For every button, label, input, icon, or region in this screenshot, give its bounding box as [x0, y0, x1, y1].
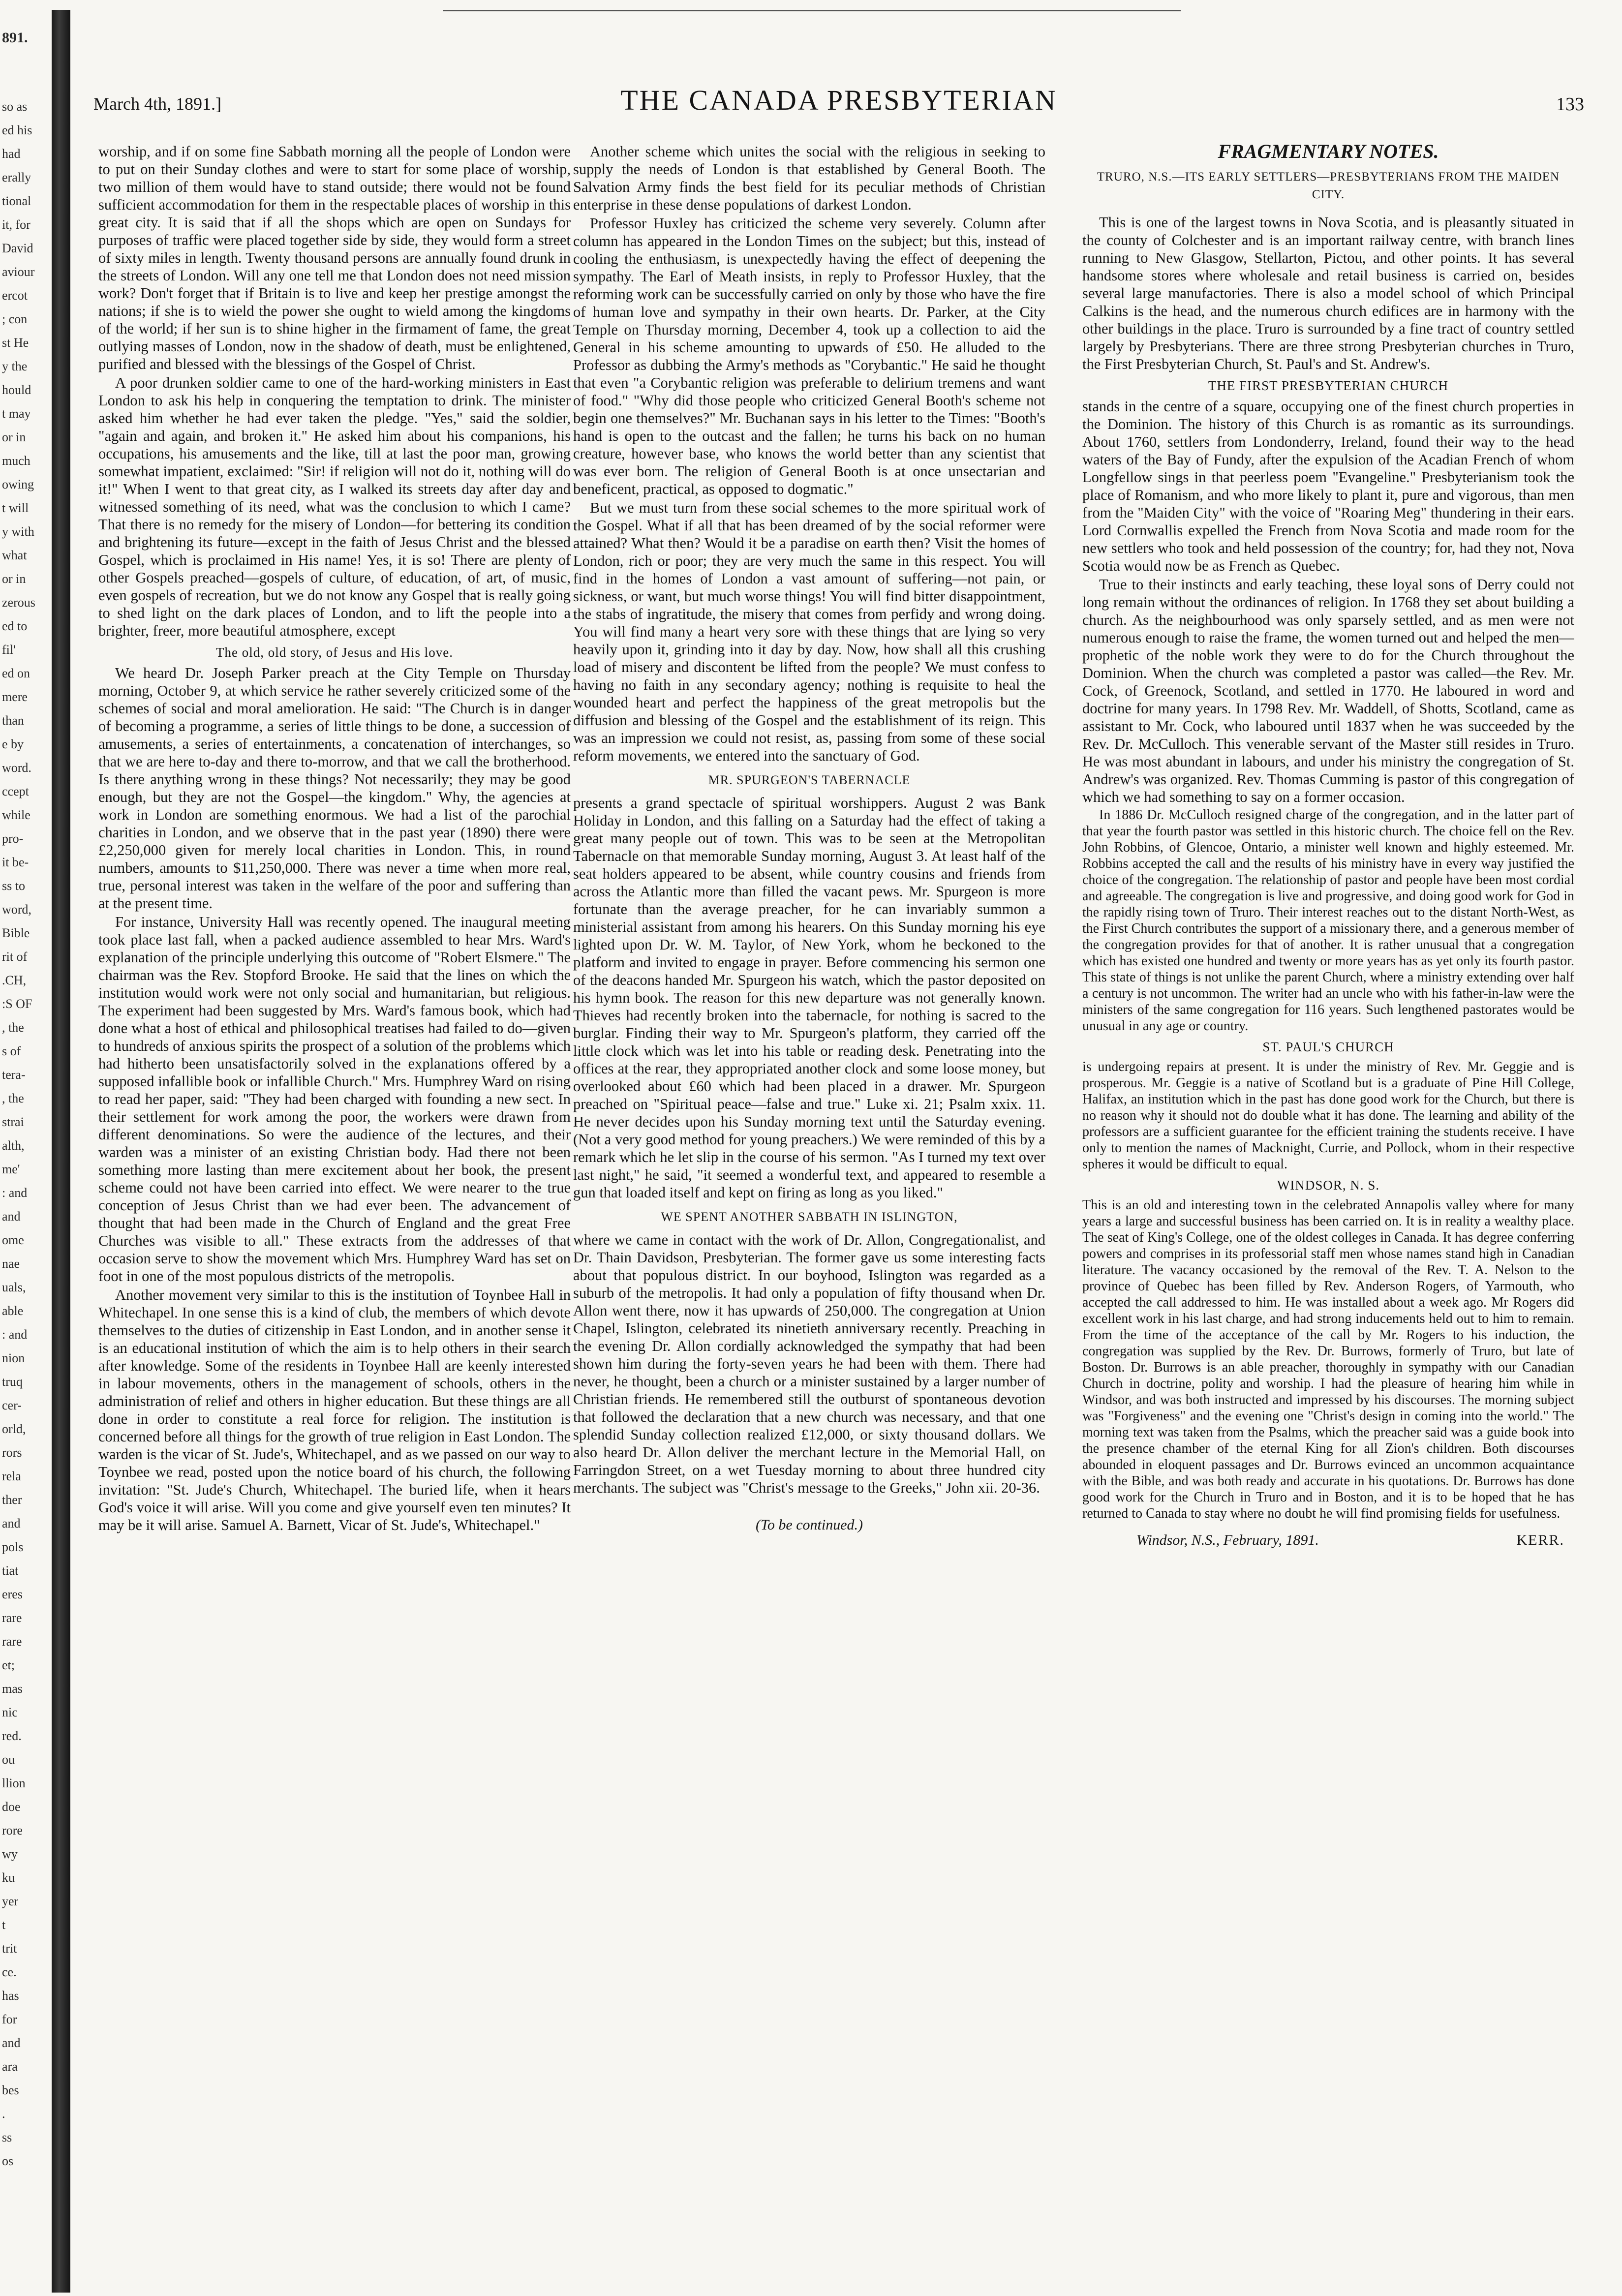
margin-fragment: ku	[2, 1870, 15, 1885]
margin-fragment: fil'	[2, 643, 16, 657]
margin-fragment: aviour	[2, 265, 35, 279]
margin-fragment: rore	[2, 1823, 23, 1837]
margin-fragment: and	[2, 1209, 21, 1224]
margin-fragment: it be-	[2, 855, 29, 869]
margin-fragment: ccept	[2, 784, 29, 798]
margin-fragment: or in	[2, 572, 26, 586]
margin-fragment: has	[2, 1989, 19, 2003]
margin-fragment: ce.	[2, 1965, 17, 1979]
paragraph: Professor Huxley has criticized the scheme very severely. Column after column has appeared in the London Times on the subject; but this, instead of cooling the enthusiasm, is unexpectedly having the effect of deepening the sympathy. The Earl of Meath insists, in reply to Professor Huxley, that the reforming work can be successfully carried on only by those who have the fire of human love and sympathy in their own hearts. Dr. Parker, at the City Temple on Thursday morning, December 4, took up a collection to aid the General in his scheme amounting to upwards of £50. He alluded to the Professor as dubbing the Army's methods as "Corybantic." He said he thought that even "a Corybantic religion was preferable to delirium tremens and want of food." "Why did those people who criticized General Booth's scheme not begin one themselves?" Mr. Buchanan says in his letter to the Times: "Booth's hand is open to the outcast and the fallen; he turns his back on no human creature, however base, who knows the world better than any scientist that was ever born. The religion of General Booth is at once unsectarian and beneficent, practical, as opposed to dogmatic."	[573, 215, 1045, 497]
margin-fragment: orld,	[2, 1422, 26, 1436]
margin-fragment: eres	[2, 1587, 23, 1601]
left-margin-fragments	[0, 0, 86, 2296]
margin-fragment: : and	[2, 1186, 28, 1200]
margin-fragment: os	[2, 2154, 14, 2168]
issue-date: March 4th, 1891.]	[93, 94, 221, 114]
margin-fragment: t	[2, 1918, 6, 1932]
margin-fragment: than	[2, 713, 24, 728]
margin-fragment: ome	[2, 1233, 24, 1247]
margin-fragment: tional	[2, 194, 31, 208]
paragraph: Another movement very similar to this is the institution of Toynbee Hall in Whitechapel. In one sense this is a kind of club, the members of which devote themselves to the duties of citizenship in East London, and in another sense it is an educational institution of which the aim is to help others in their search after knowledge. Some of the residents in Toynbee Hall are keenly interested in labour movements, others in the management of schools, others in the administration of relief and others in higher education. But these things are all done in order to constitute a real force for religion. The institution is concerned before all things for the growth of true religion in East London. The warden is the vicar of St. Jude's, Whitechapel, and as we passed on our way to Toynbee we read, posted upon the notice board of his church, the following invitation: "St. Jude's Church, Whitechapel. The buried life, when it hears God's voice it will arise. Will you come and give yourself even ten minutes? It may be it will arise. Samuel A. Barnett, Vicar of St. Jude's, Whitechapel."	[98, 1286, 571, 1533]
margin-fragment: mas	[2, 1682, 23, 1696]
margin-fragment: trit	[2, 1941, 17, 1956]
margin-fragment: ss	[2, 2130, 12, 2144]
margin-fragment: ed his	[2, 123, 32, 137]
column-3	[1082, 143, 1574, 2273]
newspaper-title: THE CANADA PRESBYTERIAN	[620, 84, 1057, 116]
margin-fragment: uals,	[2, 1280, 26, 1294]
margin-fragment: nic	[2, 1705, 18, 1719]
paragraph: presents a grand spectacle of spiritual worshippers. August 2 was Bank Holiday in London, and this falling on a Saturday had the effect of taking a great many people out of town. This was to be seen at the Metropolitan Tabernacle on that memorable Sunday morning, August 3. At least half of the seat holders appeared to be absent, while country cousins and friends from across the Atlantic more than filled the vacant pews. Mr. Spurgeon is more fortunate than the average preacher, for he can invariably summon a ministerial assistant from among his hearers. On this Sunday morning his eye lighted upon Dr. W. M. Taylor, of New York, whom he beckoned to the platform and invited to engage in prayer. Before commencing his sermon one of the deacons handed Mr. Spurgeon his watch, which the pastor deposited on his hymn book. The reason for this new departure was not generally known. Thieves had recently broken into the tabernacle, for nothing is sacred to the burglar. Finding their way to Mr. Spurgeon's platform, they carried off the little clock which was let into his table or reading desk. Penetrating into the offices at the rear, they appropriated another clock and some loose money, but overlooked about £60 which had been placed in a drawer. Mr. Spurgeon preached on "Spiritual peace—false and true." Luke xi. 21; Psalm xxix. 11. He never decides upon his Sunday morning text until the Saturday evening. (Not a very good method for young preachers.) We were reminded of this by a remark which he let slip in the course of his sermon. "As I turned my text over last night," he said, "it seemed a wonderful text, and appeared to resemble a gun that loaded itself and kept on firing as long as you liked."	[573, 795, 1045, 1201]
paragraph: True to their instincts and early teaching, these loyal sons of Derry could not long remain without the ordinances of religion. In 1768 they set about building a church. As the neighbourhood was only sparsely settled, and as men were not numerous enough to raise the frame, the women turned out and helped the men—prophetic of the noble work they were to do for the Church throughout the Dominion. When the church was completed a pastor was called—the Rev. Mr. Cock, of Greenock, Scotland, and settled in 1770. He laboured in word and doctrine for many years. In 1798 Rev. Mr. Waddell, of Shotts, Scotland, came as assistant to Mr. Cock, who laboured until 1837 when he was succeeded by the Rev. Dr. McCulloch. This venerable servant of the Master still resides in Truro. He was most abundant in labours, and under his ministry the congregation of St. Andrew's was organized. Rev. Thomas Cumming is pastor of this congregation of which we had something to say on a former occasion.	[1082, 576, 1574, 805]
paragraph: This is an old and interesting town in the celebrated Annapolis valley where for many years a large and successful business has been carried on. It is in reality a wealthy place. The seat of King's College, one of the oldest colleges in Canada. It has degree conferring powers and comprises in its professorial staff men whose names stand high in Canadian literature. The vacancy occasioned by the removal of the Rev. T. A. Nelson to the province of Quebec has been filled by Rev. Anderson Rogers, of Yarmouth, who accepted the call addressed to him. He was installed about a week ago. Mr Rogers did excellent work in his last charge, and had strong inducements held out to him to remain. From the time of the acceptance of the call by Mr. Rogers to his induction, the congregation was supplied by the Rev. Dr. Burrows, formerly of Truro, but late of Boston. Dr. Burrows is an able preacher, thoroughly in sympathy with our Canadian Church in doctrine, polity and worship. I had the pleasure of hearing him while in Windsor, and was both instructed and impressed by his discourses. The morning subject was "Forgiveness" and the evening one "Christ's design in coming into the world." The morning text was taken from the Psalms, which the preacher said was a guide book into the presence chamber of the eternal King for all Zion's children. Both discourses abounded in eloquent passages and Dr. Burrows evinced an uncommon acquaintance with the Bible, and was both ready and accurate in his quotations. Dr. Burrows has done good work for the Church in Truro and in Boston, and it is to be hoped that he has returned to Canada to stay where no doubt he will find promising fields for usefulness.	[1082, 1197, 1574, 1521]
margin-fragment: me'	[2, 1162, 20, 1176]
margin-fragment: so as	[2, 99, 28, 114]
margin-fragment: ss to	[2, 879, 25, 893]
signature-line	[1082, 1531, 1574, 1551]
margin-year: 891.	[2, 30, 28, 46]
section-heading: ST. PAUL'S CHURCH	[1262, 1040, 1394, 1054]
margin-fragment: llion	[2, 1776, 26, 1790]
paragraph: This is one of the largest towns in Nova Scotia, and is pleasantly situated in the county of Colchester and is an important railway centre, with branch lines running to New Glasgow, Stellarton, Pictou, and other points. It has several handsome stores where wholesale and retail business is carried on, besides several large manufactories. There is also a model school of which Principal Calkins is the head, and the numerous church edifices are in harmony with the other buildings in the place. Truro is surrounded by a fine tract of country settled largely by Presbyterians. There are three strong Presbyterian churches in Truro, the First Presbyterian Church, St. Paul's and St. Andrew's.	[1082, 214, 1574, 372]
margin-fragment: pols	[2, 1540, 24, 1554]
margin-fragment: rit of	[2, 949, 28, 964]
margin-fragment: pro-	[2, 831, 24, 846]
paragraph: But we must turn from these social schemes to the more spiritual work of the Gospel. What if all that has been dreamed of by the social reformer were attained? What then? Would it be a paradise on earth then? Visit the homes of London, rich or poor; they are very much the same in this respect. You will find in the homes of London a vast amount of suffering—not pain, or sickness, or want, but much worse things! You will find bitter disappointment, the stabs of ingratitude, the misery that comes from perfidy and wrong doing. You will find many a heart very sore with these things that are lying so very heavily upon it, grinding into it day by day. Now, how shall all this crushing load of misery and discontent be lifted from the people? We must confess to having no faith in any secondary agency; nothing is requisite to heal the wounded heart and perfect the happiness of the great metropolis but the diffusion and blessing of the Gospel and the establishment of its reign. This was an impression we could not resist, as, passing from some of these social reform movements, we entered into the sanctuary of God.	[573, 499, 1045, 764]
paragraph: In 1886 Dr. McCulloch resigned charge of the congregation, and in the latter part of that year the fourth pastor was settled in this historic church. The choice fell on the Rev. John Robbins, of Glencoe, Ontario, a minister well known and highly esteemed. Mr. Robbins accepted the call and the results of his ministry have in every way justified the choice of the congregation. The relationship of pastor and people have been most cordial and agreeable. The congregation is live and progressive, and doing good work for God in the rapidly rising town of Truro. Their interest reaches out to the distant North-West, as the First Church contributes the support of a missionary there, and a generous member of the congregation provides for that of another. It is rather unusual that a congregation which has existed one hundred and twenty or more years has as yet only its fourth pastor. This state of things is not unlike the parent Church, where a ministry extending over half a century is not uncommon. The writer had an uncle who with his father-in-law were the ministers of the same congregation for 116 years. Such lengthened pastorates would be unusual in any age or country.	[1082, 807, 1574, 1034]
margin-fragment: nion	[2, 1351, 25, 1365]
margin-fragment: ercot	[2, 288, 28, 303]
margin-fragment: much	[2, 454, 31, 468]
margin-fragment: , the	[2, 1091, 24, 1105]
paragraph: is undergoing repairs at present. It is under the ministry of Rev. Mr. Geggie and is prosperous. Mr. Geggie is a native of Scotland but is a graduate of Pine Hill College, Halifax, an institution which in the past has done good work for the Church, but there is no reason why it should not do double what it has done. The learning and ability of the professors are a sufficient guarantee for the efficient training the students receive. I have only to mention the names of Macknight, Currie, and Pollock, whom in their respective spheres it would be difficult to equal.	[1082, 1059, 1574, 1172]
margin-fragment: rors	[2, 1445, 22, 1460]
margin-fragment: it, for	[2, 217, 31, 232]
margin-fragment: nae	[2, 1256, 20, 1271]
margin-fragment: erally	[2, 170, 31, 184]
margin-fragment: cer-	[2, 1398, 22, 1412]
margin-fragment: truq	[2, 1375, 23, 1389]
margin-fragment: had	[2, 147, 21, 161]
margin-fragment: while	[2, 808, 31, 822]
margin-fragment: ed on	[2, 666, 31, 680]
margin-fragment: hould	[2, 383, 31, 397]
paragraph: We heard Dr. Joseph Parker preach at the City Temple on Thursday morning, October 9, at which service he rather severely criticized some of the schemes of social and moral amelioration. He said: "The Church is in danger of becoming a programme, a series of little things to be done, a succession of amusements, a series of entertainments, a concatenation of interchanges, so that we are here to-day and there to-morrow, and that we call the brotherhood. Is there anything wrong in these things? Not necessarily; they may be good enough, but they are not the Gospel—the kingdom." Why, the agencies at work in London are something enormous. We had a list of the parochial charities in London, and we observe that in the past year (1890) there were £2,250,000 given for merely local charities in London. This, in round numbers, amounts to $11,250,000. There was never a time when more real, true, personal interest was taken in the welfare of the poor and suffering than at the present time.	[98, 665, 571, 912]
margin-fragment: ; con	[2, 312, 28, 326]
margin-fragment: tiat	[2, 1563, 19, 1578]
margin-fragment: ara	[2, 2059, 18, 2074]
margin-fragment: t will	[2, 501, 29, 515]
margin-fragment: and	[2, 1516, 21, 1531]
article-subheading: TRURO, N.S.—ITS EARLY SETTLERS—PRESBYTERIANS FROM THE MAIDEN CITY.	[1097, 170, 1560, 201]
paragraph: worship, and if on some fine Sabbath morning all the people of London were to put on their Sunday clothes and were to start for some place of worship, two million of them would have to stand outside; there would not be found sufficient accommodation for them in the respectable places of worship in this great city. It is said that if all the shops which are open on Sundays for purposes of traffic were placed together side by side, they would form a street of sixty miles in length. Twenty thousand persons are annually found drunk in the streets of London. Will any one tell me that London does not need mission work? Don't forget that if Britain is to live and keep her prestige amongst the nations; if she is to wield the power she ought to wield among the kingdoms of the world; if her sun is to shine higher in the firmament of fame, the great outlying masses of London, now in the shadow of death, must be enlightened, purified and blessed with the blessings of the Gospel of Christ.	[98, 143, 571, 372]
top-rule	[443, 10, 1181, 11]
quoted-line: The old, old story, of Jesus and His love.	[216, 645, 453, 660]
section-heading: WINDSOR, N. S.	[1277, 1178, 1380, 1193]
section-heading: THE FIRST PRESBYTERIAN CHURCH	[1208, 378, 1449, 393]
margin-fragment: ther	[2, 1493, 22, 1507]
dateline: Windsor, N.S., February, 1891.	[1136, 1532, 1319, 1548]
margin-fragment: , the	[2, 1020, 24, 1035]
margin-fragment: t may	[2, 406, 31, 421]
margin-fragment: : and	[2, 1327, 28, 1342]
margin-fragment: strai	[2, 1115, 24, 1129]
margin-fragment: David	[2, 241, 33, 255]
margin-fragment: :S OF	[2, 997, 32, 1011]
margin-fragment: rare	[2, 1634, 22, 1649]
margin-fragment: e by	[2, 737, 24, 751]
margin-fragment: rela	[2, 1469, 21, 1483]
margin-fragment: bes	[2, 2083, 19, 2097]
margin-fragment: et;	[2, 1658, 15, 1672]
page-header	[93, 79, 1584, 123]
margin-fragment: owing	[2, 477, 34, 491]
margin-fragment: .	[2, 2107, 5, 2121]
margin-fragment: yer	[2, 1894, 19, 1908]
paragraph: Another scheme which unites the social with the religious in seeking to supply the needs of London is that established by General Booth. The Salvation Army finds the best field for its peculiar methods of Christian enterprise in these dense populations of darkest London.	[573, 143, 1045, 213]
margin-fragment: mere	[2, 690, 28, 704]
margin-fragment: tera-	[2, 1068, 26, 1082]
margin-fragment: wy	[2, 1847, 18, 1861]
margin-fragment: or in	[2, 430, 26, 444]
margin-fragment: able	[2, 1304, 24, 1318]
margin-fragment: doe	[2, 1800, 21, 1814]
margin-fragment: y the	[2, 359, 28, 373]
margin-fragment: ou	[2, 1752, 15, 1767]
column-heading: FRAGMENTARY NOTES.	[1218, 143, 1439, 162]
continued-note: (To be continued.)	[755, 1517, 863, 1533]
column-1	[98, 143, 571, 2273]
paragraph: stands in the centre of a square, occupying one of the finest church properties in the Dominion. The history of this Church is as romantic as its surroundings. About 1760, settlers from Londonderry, Ireland, found their way to the head waters of the Bay of Fundy, after the expulsion of the Acadian French of whom Longfellow sings in that peerless poem "Evangeline." Presbyterianism took the place of Romanism, and who more likely to plant it, pure and vigorous, than men from the "Maiden City" with the voice of "Roaring Meg" thundering in their ears. Lord Cornwallis expelled the French from Nova Scotia and made room for the new settlers who took and held possession of the country; for, had they not, Nova Scotia would now be as French as Quebec.	[1082, 398, 1574, 574]
margin-fragment: .CH,	[2, 973, 27, 987]
column-2	[573, 143, 1045, 2273]
margin-fragment: for	[2, 2012, 17, 2026]
margin-fragment: zerous	[2, 595, 35, 610]
section-heading: MR. SPURGEON'S TABERNACLE	[708, 773, 911, 787]
margin-fragment: y with	[2, 524, 34, 539]
margin-fragment: ed to	[2, 619, 28, 633]
paragraph: For instance, University Hall was recently opened. The inaugural meeting took place last fall, when a packed audience assembled to hear Mrs. Ward's explanation of the principle underlying this outcome of "Robert Elsmere." The chairman was the Rev. Stopford Brooke. He said that the lines on which the institution would work were not only social and humanitarian, but religious. The experiment had been suggested by Mrs. Ward's famous book, which had done what a host of ethical and philosophical treatises had failed to do—given to hundreds of anxious spirits the prospect of a solution of the problems which had hitherto been unsatisfactorily solved in the explanations offered by a supposed infallible book or infallible Church." Mrs. Humphrey Ward on rising to read her paper, said: "They had been charged with founding a new sect. In their settlement for work among the poor, the workers were drawn from different denominations. So were the audience of the lectures, and their warden was a minister of an existing Christian body. Had there not been something more lasting than mere excitement about her book, the present scheme could not have been carried into effect. We were nearer to the true conception of Jesus Christ than we had ever been. The advancement of thought that had been made in the Church of England and the great Free Churches was visible to all." These extracts from the addresses of that occasion serve to show the movement which Mrs. Humphrey Ward has set on foot in one of the most populous districts of the metropolis.	[98, 914, 571, 1285]
paragraph: where we came in contact with the work of Dr. Allon, Congregationalist, and Dr. Thain Davidson, Presbyterian. The former gave us some interesting facts about that populous district. In our boyhood, Islington was regarded as a suburb of the metropolis. It had only a population of fifty thousand when Dr. Allon went there, now it has upwards of 250,000. The congregation at Union Chapel, Islington, celebrated its ninetieth anniversary recently. Preaching in the evening Dr. Allon cordially acknowledged the sympathy that had been shown him during the forty-seven years he had been with them. There had never, he thought, been a church or a minister sustained by a larger number of Christian friends. He remembered still the outburst of spontaneous devotion that followed the declaration that a new church was necessary, and that one splendid Sunday collection realized £12,000, or sixty thousand dollars. We also heard Dr. Allon deliver the merchant lecture in the Memorial Hall, on Farringdon Street, on a wet Tuesday morning to about three hundred city merchants. The subject was "Christ's message to the Greeks," John xii. 20-36.	[573, 1231, 1045, 1496]
margin-fragment: s of	[2, 1044, 21, 1058]
margin-fragment: rare	[2, 1611, 22, 1625]
paragraph: A poor drunken soldier came to one of the hard-working ministers in East London to ask his help in conquering the temptation to drink. The minister asked him whether he had ever taken the pledge. "Yes," said the soldier, "again and again, and broken it." He asked him about his companions, his occupations, his amusements and the like, till at last the poor man, growing somewhat impatient, exclaimed: "Sir! if religion will not do it, nothing will do it!" When I went to that great city, as I walked its streets day after day and witnessed something of its need, what was the conclusion to which I came? That there is no remedy for the misery of London—for bettering its condition and brightening its future—except in the faith of Jesus Christ and the blessed Gospel, which is proclaimed in His name! Yes, it is so! There are plenty of other Gospels preached—gospels of culture, of education, of art, of music, even gospels of recreation, but we do not know any Gospel that is really going to shed light on the dark places of London, and to lift the people into a brighter, freer, more beautiful atmosphere, except	[98, 374, 571, 639]
margin-fragment: what	[2, 548, 27, 562]
margin-fragment: and	[2, 2036, 21, 2050]
margin-fragment: alth,	[2, 1138, 25, 1153]
page-number: 133	[1556, 94, 1584, 115]
margin-fragment: st He	[2, 336, 29, 350]
margin-fragment: word,	[2, 902, 31, 917]
margin-fragment: red.	[2, 1729, 22, 1743]
author-signature: KERR.	[1516, 1532, 1564, 1548]
margin-fragment: word.	[2, 761, 31, 775]
margin-fragment: Bible	[2, 926, 30, 940]
section-heading: WE SPENT ANOTHER SABBATH IN ISLINGTON,	[661, 1210, 958, 1224]
